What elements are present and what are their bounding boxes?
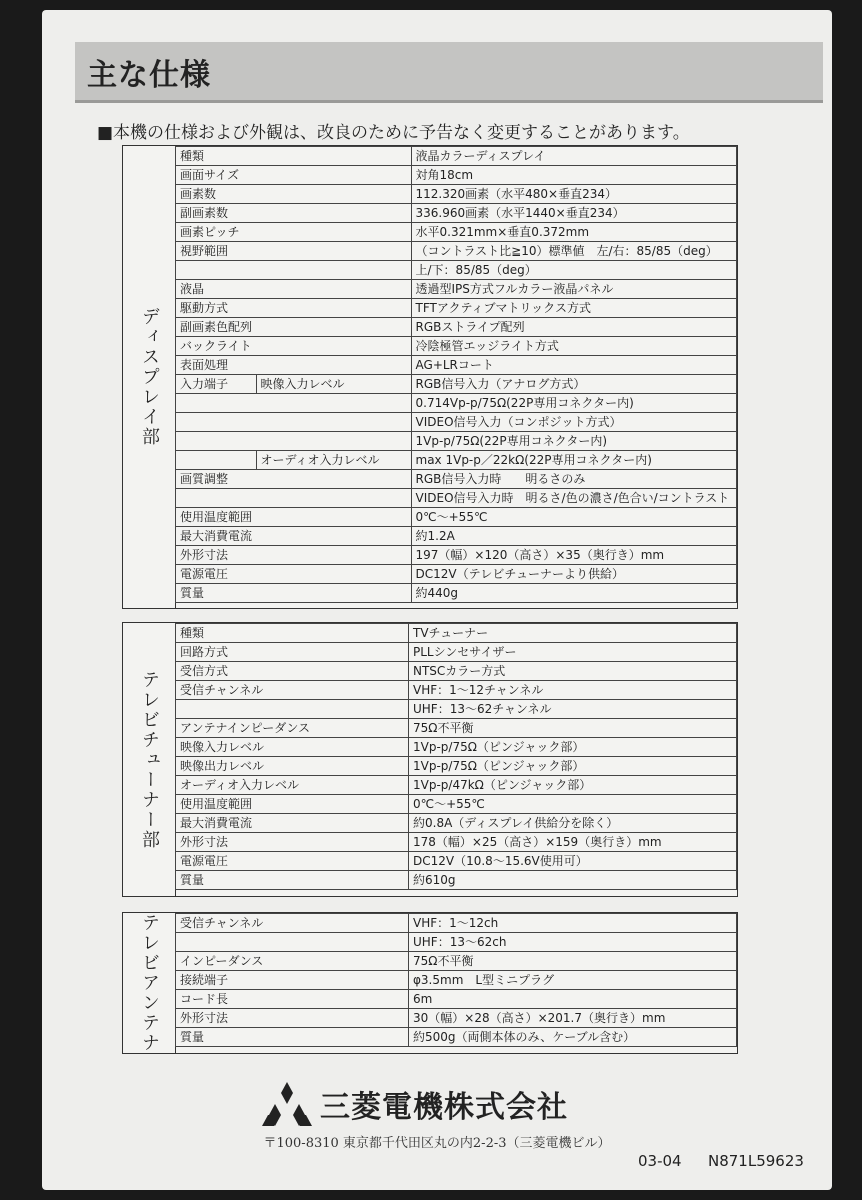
spec-item-label: 外形寸法	[176, 833, 409, 852]
spec-item-label: 画面サイズ	[176, 166, 257, 185]
spec-value: 1Vp-p/47kΩ（ピンジャック部）	[409, 776, 737, 795]
spec-value: 約1.2A	[411, 527, 736, 546]
table-row	[176, 584, 737, 603]
table-row	[176, 757, 737, 776]
spec-value: 1Vp-p/75Ω(22P専用コネクター内)	[411, 432, 736, 451]
spec-item-label: 回路方式	[176, 643, 409, 662]
spec-item-label: 最大消費電流	[176, 814, 409, 833]
spec-value: RGB信号入力（アナログ方式）	[411, 375, 736, 394]
table-row	[176, 489, 737, 508]
table-row	[176, 700, 737, 719]
spec-value: 1Vp-p/75Ω（ピンジャック部）	[409, 738, 737, 757]
spec-item-label	[176, 489, 257, 508]
spec-item-label: 受信方式	[176, 662, 409, 681]
spec-subitem-label	[256, 584, 411, 603]
table-row	[176, 719, 737, 738]
table-row	[176, 470, 737, 489]
table-row	[176, 833, 737, 852]
spec-value: 対角18cm	[411, 166, 736, 185]
three-diamonds-icon	[262, 1082, 312, 1126]
spec-item-label: 外形寸法	[176, 1009, 409, 1028]
table-row	[176, 814, 737, 833]
spec-subitem-label	[256, 565, 411, 584]
spec-subitem-label	[256, 299, 411, 318]
spec-subitem-label	[256, 432, 411, 451]
table-row	[176, 971, 737, 990]
spec-item-label	[176, 700, 409, 719]
spec-value: UHF：13～62チャンネル	[409, 700, 737, 719]
title-bar	[75, 42, 823, 103]
spec-subitem-label	[256, 166, 411, 185]
table-row	[176, 1028, 737, 1047]
company-address: 〒100-8310 東京都千代田区丸の内2-2-3（三菱電機ビル）	[263, 1136, 611, 1151]
spec-subitem-label	[256, 204, 411, 223]
spec-item-label: 接続端子	[176, 971, 409, 990]
spec-item-label: 質量	[176, 584, 257, 603]
table-row	[176, 451, 737, 470]
table-row	[176, 147, 737, 166]
spec-item-label: 使用温度範囲	[176, 795, 409, 814]
spec-value: max 1Vp-p／22kΩ(22P専用コネクター内)	[411, 451, 736, 470]
spec-item-label: 入力端子	[176, 375, 257, 394]
spec-item-label: 副画素数	[176, 204, 257, 223]
spec-item-label: 映像出力レベル	[176, 757, 409, 776]
spec-item-label	[176, 413, 257, 432]
table-row	[176, 914, 737, 933]
table-row	[176, 337, 737, 356]
spec-value: 冷陰極管エッジライト方式	[411, 337, 736, 356]
spec-value: NTSCカラー方式	[409, 662, 737, 681]
spec-item-label: 受信チャンネル	[176, 914, 409, 933]
display-section	[122, 145, 738, 609]
spec-subitem-label: 映像入力レベル	[256, 375, 411, 394]
table-row	[176, 990, 737, 1009]
spec-value: RGBストライプ配列	[411, 318, 736, 337]
spec-subitem-label	[256, 223, 411, 242]
spec-subitem-label	[256, 546, 411, 565]
antenna-spec-table	[175, 913, 737, 1047]
table-row	[176, 413, 737, 432]
table-row	[176, 852, 737, 871]
spec-subitem-label	[256, 470, 411, 489]
spec-item-label: 種類	[176, 147, 257, 166]
spec-value: 75Ω不平衡	[409, 952, 737, 971]
footer-code: 03-04	[638, 1152, 682, 1170]
spec-subitem-label	[256, 337, 411, 356]
spec-item-label	[176, 933, 409, 952]
spec-value: 336.960画素（水平1440×垂直234）	[411, 204, 736, 223]
table-row	[176, 204, 737, 223]
spec-item-label: オーディオ入力レベル	[176, 776, 409, 795]
spec-value: RGB信号入力時 明るさのみ	[411, 470, 736, 489]
spec-subitem-label	[256, 356, 411, 375]
table-row	[176, 738, 737, 757]
table-row	[176, 1009, 737, 1028]
spec-value: 約440g	[411, 584, 736, 603]
table-row	[176, 185, 737, 204]
antenna-section-label: テレビアンテナ	[123, 913, 176, 1053]
spec-value: 約0.8A（ディスプレイ供給分を除く）	[409, 814, 737, 833]
spec-subitem-label	[256, 413, 411, 432]
spec-subitem-label	[256, 394, 411, 413]
spec-value: VIDEO信号入力（コンポジット方式）	[411, 413, 736, 432]
table-row	[176, 375, 737, 394]
table-row	[176, 508, 737, 527]
spec-item-label: 画素数	[176, 185, 257, 204]
spec-item-label: 種類	[176, 624, 409, 643]
spec-value: 112.320画素（水平480×垂直234）	[411, 185, 736, 204]
spec-item-label: 外形寸法	[176, 546, 257, 565]
spec-item-label: アンテナインピーダンス	[176, 719, 409, 738]
spec-value: 約500g（両側本体のみ、ケーブル含む）	[409, 1028, 737, 1047]
spec-subitem-label	[256, 185, 411, 204]
table-row	[176, 394, 737, 413]
table-row	[176, 681, 737, 700]
spec-value: 75Ω不平衡	[409, 719, 737, 738]
table-row	[176, 662, 737, 681]
display-section-label: ディスプレイ部	[123, 146, 176, 608]
spec-value: 透過型IPS方式フルカラー液晶パネル	[411, 280, 736, 299]
table-row	[176, 624, 737, 643]
table-row	[176, 952, 737, 971]
antenna-section	[122, 912, 738, 1054]
table-row	[176, 527, 737, 546]
spec-subitem-label	[256, 261, 411, 280]
page-title: 主な仕様	[87, 58, 211, 93]
table-row	[176, 318, 737, 337]
spec-item-label: 映像入力レベル	[176, 738, 409, 757]
table-row	[176, 432, 737, 451]
spec-item-label	[176, 432, 257, 451]
table-row	[176, 933, 737, 952]
spec-subitem-label	[256, 147, 411, 166]
table-row	[176, 223, 737, 242]
spec-subitem-label	[256, 280, 411, 299]
spec-value: 0.714Vp-p/75Ω(22P専用コネクター内)	[411, 394, 736, 413]
display-spec-table	[175, 146, 737, 603]
spec-value: VHF：1～12ch	[409, 914, 737, 933]
spec-value: TFTアクティブマトリックス方式	[411, 299, 736, 318]
table-row	[176, 299, 737, 318]
spec-value: 178（幅）×25（高さ）×159（奥行き）mm	[409, 833, 737, 852]
spec-item-label: 電源電圧	[176, 852, 409, 871]
spec-value: 水平0.321mm×垂直0.372mm	[411, 223, 736, 242]
table-row	[176, 546, 737, 565]
spec-value: DC12V（テレビチューナーより供給）	[411, 565, 736, 584]
table-row	[176, 280, 737, 299]
spec-item-label: コード長	[176, 990, 409, 1009]
spec-item-label: 液晶	[176, 280, 257, 299]
spec-item-label	[176, 451, 257, 470]
spec-value: DC12V（10.8～15.6V使用可）	[409, 852, 737, 871]
spec-value: 1Vp-p/75Ω（ピンジャック部）	[409, 757, 737, 776]
spec-value: 30（幅）×28（高さ）×201.7（奥行き）mm	[409, 1009, 737, 1028]
table-row	[176, 166, 737, 185]
tuner-spec-table	[175, 623, 737, 890]
company-logo	[262, 1082, 568, 1126]
spec-item-label	[176, 261, 257, 280]
spec-value: VHF：1～12チャンネル	[409, 681, 737, 700]
table-row	[176, 871, 737, 890]
spec-item-label: 電源電圧	[176, 565, 257, 584]
spec-item-label	[176, 394, 257, 413]
spec-item-label: 画質調整	[176, 470, 257, 489]
spec-value: 0℃～+55℃	[409, 795, 737, 814]
spec-subitem-label	[256, 242, 411, 261]
spec-subitem-label: オーディオ入力レベル	[256, 451, 411, 470]
spec-value: UHF：13～62ch	[409, 933, 737, 952]
spec-item-label: 視野範囲	[176, 242, 257, 261]
spec-item-label: 表面処理	[176, 356, 257, 375]
spec-value: 上/下：85/85（deg）	[411, 261, 736, 280]
spec-item-label: 副画素色配列	[176, 318, 257, 337]
notice-text: ■本機の仕様および外観は、改良のために予告なく変更することがあります。	[97, 123, 690, 143]
spec-value: φ3.5mm L型ミニプラグ	[409, 971, 737, 990]
table-row	[176, 795, 737, 814]
spec-item-label: 駆動方式	[176, 299, 257, 318]
spec-value: TVチューナー	[409, 624, 737, 643]
spec-item-label: 最大消費電流	[176, 527, 257, 546]
spec-item-label: 質量	[176, 871, 409, 890]
spec-subitem-label	[256, 508, 411, 527]
spec-item-label: 質量	[176, 1028, 409, 1047]
manual-page	[42, 10, 832, 1190]
footer-number: N871L59623	[708, 1152, 804, 1170]
table-row	[176, 643, 737, 662]
spec-value: 197（幅）×120（高さ）×35（奥行き）mm	[411, 546, 736, 565]
table-row	[176, 776, 737, 795]
spec-value: AG+LRコート	[411, 356, 736, 375]
spec-value: PLLシンセサイザー	[409, 643, 737, 662]
spec-item-label: インピーダンス	[176, 952, 409, 971]
spec-value: 0℃～+55℃	[411, 508, 736, 527]
table-row	[176, 242, 737, 261]
spec-item-label: バックライト	[176, 337, 257, 356]
spec-value: 液晶カラーディスプレイ	[411, 147, 736, 166]
tuner-section-label: テレビチューナー部	[123, 623, 176, 896]
table-row	[176, 565, 737, 584]
spec-value: VIDEO信号入力時 明るさ/色の濃さ/色合い/コントラスト	[411, 489, 736, 508]
company-name: 三菱電機株式会社	[320, 1090, 568, 1125]
spec-item-label: 受信チャンネル	[176, 681, 409, 700]
spec-subitem-label	[256, 527, 411, 546]
spec-value: 6m	[409, 990, 737, 1009]
spec-subitem-label	[256, 318, 411, 337]
table-row	[176, 356, 737, 375]
spec-item-label: 使用温度範囲	[176, 508, 257, 527]
tuner-section	[122, 622, 738, 897]
spec-item-label: 画素ピッチ	[176, 223, 257, 242]
table-row	[176, 261, 737, 280]
spec-subitem-label	[256, 489, 411, 508]
spec-value: （コントラスト比≧10）標準値 左/右：85/85（deg）	[411, 242, 736, 261]
spec-value: 約610g	[409, 871, 737, 890]
